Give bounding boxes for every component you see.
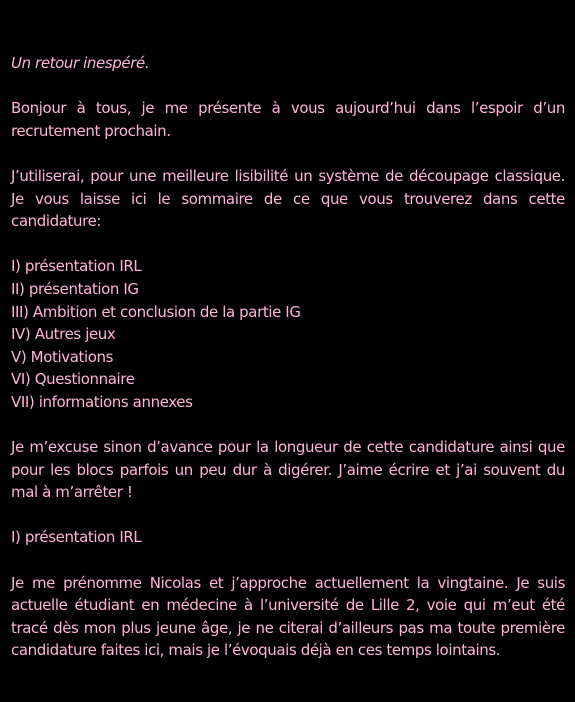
toc-item: V) Motivations [11, 347, 114, 366]
table-of-contents [11, 255, 565, 413]
toc-item: IV) Autres jeux [11, 325, 116, 344]
section-body-paragraph: Je me prénomme Nicolas et j’approche actuellement la vingtaine. Je suis actuelle étudiant en médecine à l’université de Lille 2, voie qui m’eut été tracé dès mon plus jeune âge, je ne citerai d’ailleurs pas ma toute première candidature faites ici, mais je l’évoquais déjà en ces temps lointains. [11, 573, 565, 660]
document [11, 52, 565, 685]
toc-item: III) Ambition et conclusion de la partie IG [11, 302, 301, 321]
toc-item: II) présentation IG [11, 279, 139, 298]
toc-item: I) présentation IRL [11, 257, 142, 276]
toc-item: VI) Questionnaire [11, 370, 135, 389]
document-title: Un retour inespéré. [11, 54, 150, 72]
section-heading: I) présentation IRL [11, 528, 142, 547]
intro-paragraph: Bonjour à tous, je me présente à vous aujourd’hui dans l’espoir d’un recrutement prochain. [11, 99, 565, 140]
toc-item: VII) informations annexes [11, 392, 193, 411]
apology-paragraph: Je m’excuse sinon d’avance pour la longueur de cette candidature ainsi que pour les blocs parfois un peu dur à digérer. J’aime écrire et j’ai souvent du mal à m’arrêter ! [11, 438, 565, 502]
layout-note-paragraph: J’utiliserai, pour une meilleure lisibilité un système de découpage classique. Je vous laisse ici le sommaire de ce que vous trouverez dans cette candidature: [11, 166, 565, 231]
